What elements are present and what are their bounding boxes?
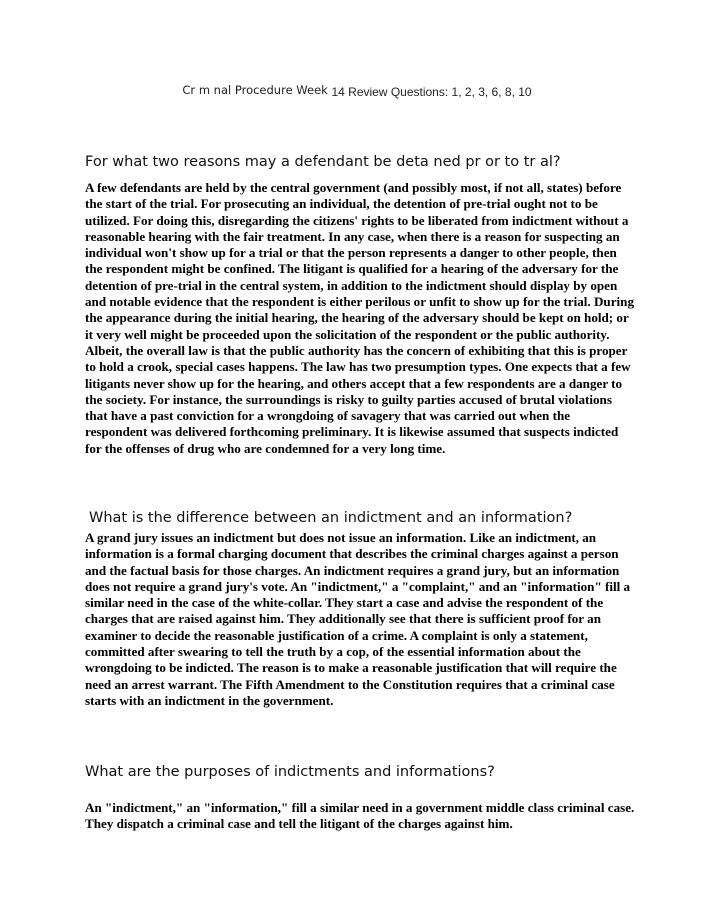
question-heading: What is the difference between an indictment and an information? xyxy=(89,510,573,526)
header-title: Cr m nal Procedure Week xyxy=(182,83,328,97)
answer-paragraph: An "indictment," an "information," fill a similar need in a government middle class criminal case. They dispatch a criminal case and tell the litigant of the charges against him. xyxy=(85,800,635,832)
page-header xyxy=(0,83,714,97)
question-heading: For what two reasons may a defendant be deta ned pr or to tr al? xyxy=(85,154,561,170)
answer-paragraph: A few defendants are held by the central government (and possibly most, if not all, states) before the start of the trial. For prosecuting an individual, the detention of pre-trial ought not to be utilized. For doing this, disregarding the citizens' rights to be liberated from indictment without a reasonable hearing with the fair treatment. In any case, when there is a reason for suspecting an individual won't show up for a trial or that the person represents a danger to other people, then the respondent might be confined. The litigant is qualified for a hearing of the adversary for the detention of pre-trial in the central system, in addition to the indictment should display by open and notable evidence that the respondent is either perilous or unfit to show up for the trial. During the appearance during the initial hearing, the hearing of the adversary should be kept on hold; or it very well might be proceeded upon the solicitation of the respondent or the public authority. Albeit, the overall law is that the public authority has the concern of exhibiting that this is proper to hold a crook, special cases happens. The law has two presumption types. One expects that a few litigants never show up for the hearing, and others accept that a few respondents are a danger to the society. For instance, the surroundings is risky to guilty parties accused of brutal violations that have a past conviction for a wrongdoing of savagery that was carried out when the respondent was delivered forthcoming preliminary. It is likewise assumed that suspects indicted for the offenses of drug who are condemned for a very long time. xyxy=(85,180,634,456)
header-subtitle: 14 Review Questions: 1, 2, 3, 6, 8, 10 xyxy=(331,85,532,99)
question-heading: What are the purposes of indictments and informations? xyxy=(85,764,495,780)
answer-paragraph: A grand jury issues an indictment but does not issue an information. Like an indictment, an information is a formal charging document that describes the criminal charges against a person and the factual basis for those charges. An indictment requires a grand jury, but an information does not require a grand jury's vote. An "indictment," a "complaint," and an "information" fill a similar need in the case of the white-collar. They start a case and advise the respondent of the charges that are raised against him. They additionally see that there is sufficient proof for an examiner to decide the reasonable justification of a crime. A complaint is only a statement, committed after swearing to tell the truth by a cop, of the essential information about the wrongdoing to be indicted. The reason is to make a reasonable justification that will require the need an arrest warrant. The Fifth Amendment to the Constitution requires that a criminal case starts with an indictment in the government. xyxy=(85,530,631,708)
